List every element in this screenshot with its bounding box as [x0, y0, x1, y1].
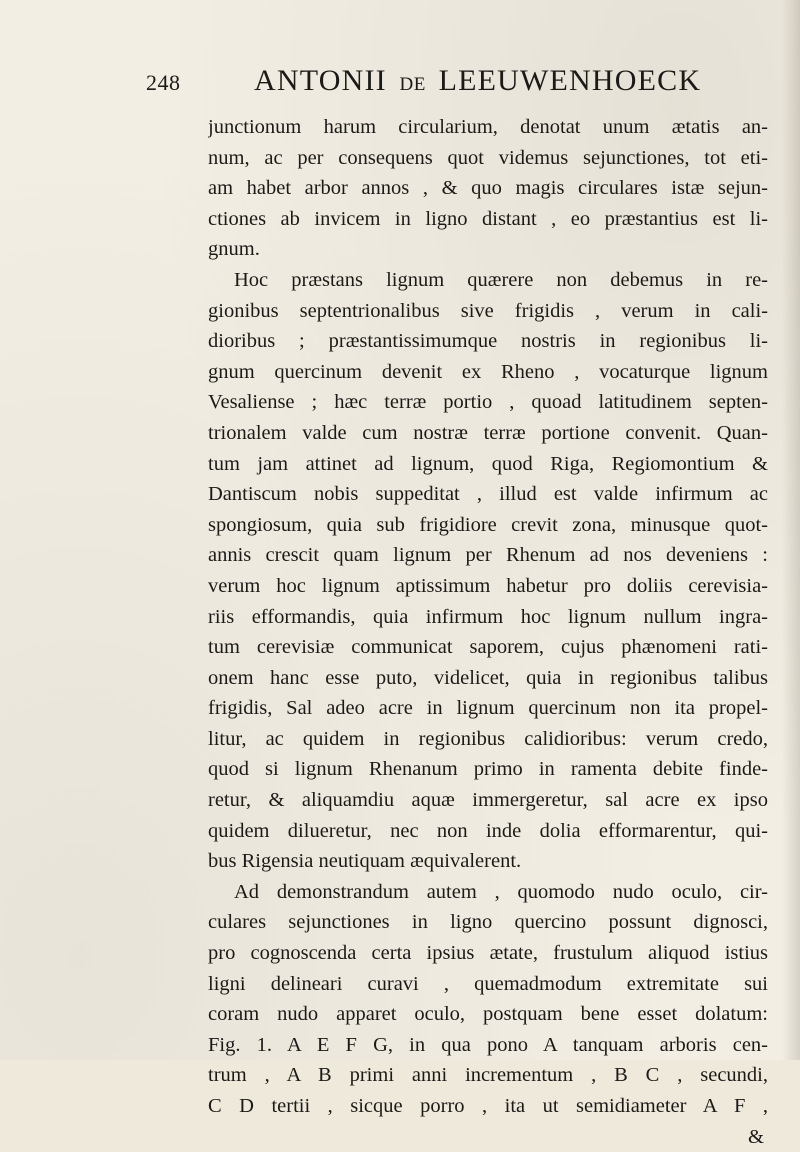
text-line: Hoc præstans lignum quærere non debemus in re- — [234, 268, 768, 291]
text-line: gionibus septentrionalibus sive frigidis , verum in cali- — [208, 299, 768, 322]
text-line: dioribus ; præstantissimumque nostris in regionibus li- — [208, 330, 768, 353]
text-line: verum hoc lignum aptissimum habetur pro doliis cerevisia- — [208, 574, 768, 597]
body-text — [208, 112, 768, 1152]
text-line: gnum quercinum devenit ex Rheno , vocaturque lignum — [208, 360, 768, 383]
running-head — [254, 64, 701, 98]
running-head-author: ANTONII — [254, 64, 387, 97]
text-line: quidem dilueretur, nec non inde dolia efformarentur, qui- — [208, 819, 768, 842]
text-line: spongiosum, quia sub frigidiore crevit zona, minusque quot- — [208, 513, 768, 536]
catchword: & — [748, 1125, 764, 1148]
text-line: trum , A B primi anni incrementum , B C , secundi, — [208, 1064, 768, 1087]
text-line: coram nudo apparet oculo, postquam bene esset dolatum: — [208, 1003, 768, 1026]
text-line: annis crescit quam lignum per Rhenum ad nos deveniens : — [208, 544, 768, 567]
text-line: Dantiscum nobis suppeditat , illud est valde infirmum ac — [208, 483, 768, 506]
running-head-surname: LEEUWENHOECK — [438, 64, 702, 97]
text-line: frigidis, Sal adeo acre in lignum quercinum non ita propel- — [208, 697, 768, 720]
text-line: litur, ac quidem in regionibus calidioribus: verum credo, — [208, 727, 768, 750]
text-line: ctiones ab invicem in ligno distant , eo præstantius est li- — [208, 207, 768, 230]
text-line: quod si lignum Rhenanum primo in ramenta debite finde- — [208, 758, 768, 781]
running-head-connector: DE — [399, 74, 426, 95]
text-line: retur, & aliquamdiu aquæ immergeretur, sal acre ex ipso — [208, 789, 768, 812]
text-line: pro cognoscenda certa ipsius ætate, frustulum aliquod istius — [208, 942, 768, 965]
text-line: culares sejunctiones in ligno quercino possunt dignosci, — [208, 911, 768, 934]
text-line: Vesaliense ; hæc terræ portio , quoad latitudinem septen- — [208, 391, 768, 414]
text-line: junctionum harum circularium, denotat unum ætatis an- — [208, 116, 768, 138]
page-edge-shadow — [782, 0, 800, 1060]
text-line: tum jam attinet ad lignum, quod Riga, Regiomontium & — [208, 452, 768, 475]
page-header — [146, 62, 706, 102]
text-line: trionalem valde cum nostræ terræ portione convenit. Quan- — [208, 421, 768, 444]
text-line: am habet arbor annos , & quo magis circulares istæ sejun- — [208, 177, 768, 200]
text-line: riis efformandis, quia infirmum hoc lignum nullum ingra- — [208, 605, 768, 628]
text-line: bus Rigensia neutiquam æquivalerent. — [208, 850, 522, 873]
text-line: Fig. 1. A E F G, in qua pono A tanquam arboris cen- — [208, 1033, 768, 1056]
text-line: num, ac per consequens quot videmus sejunctiones, tot eti- — [208, 146, 768, 169]
text-line: ligni delineari curavi , quemadmodum extremitate sui — [208, 972, 768, 995]
text-line: Ad demonstrandum autem , quomodo nudo oculo, cir- — [234, 880, 768, 903]
text-line: C D tertii , sicque porro , ita ut semidiameter A F , — [208, 1095, 768, 1117]
page-number: 248 — [146, 70, 181, 95]
text-line: gnum. — [208, 238, 260, 261]
text-line: onem hanc esse puto, videlicet, quia in regionibus talibus — [208, 666, 768, 689]
text-line: tum cerevisiæ communicat saporem, cujus phænomeni rati- — [208, 636, 768, 659]
